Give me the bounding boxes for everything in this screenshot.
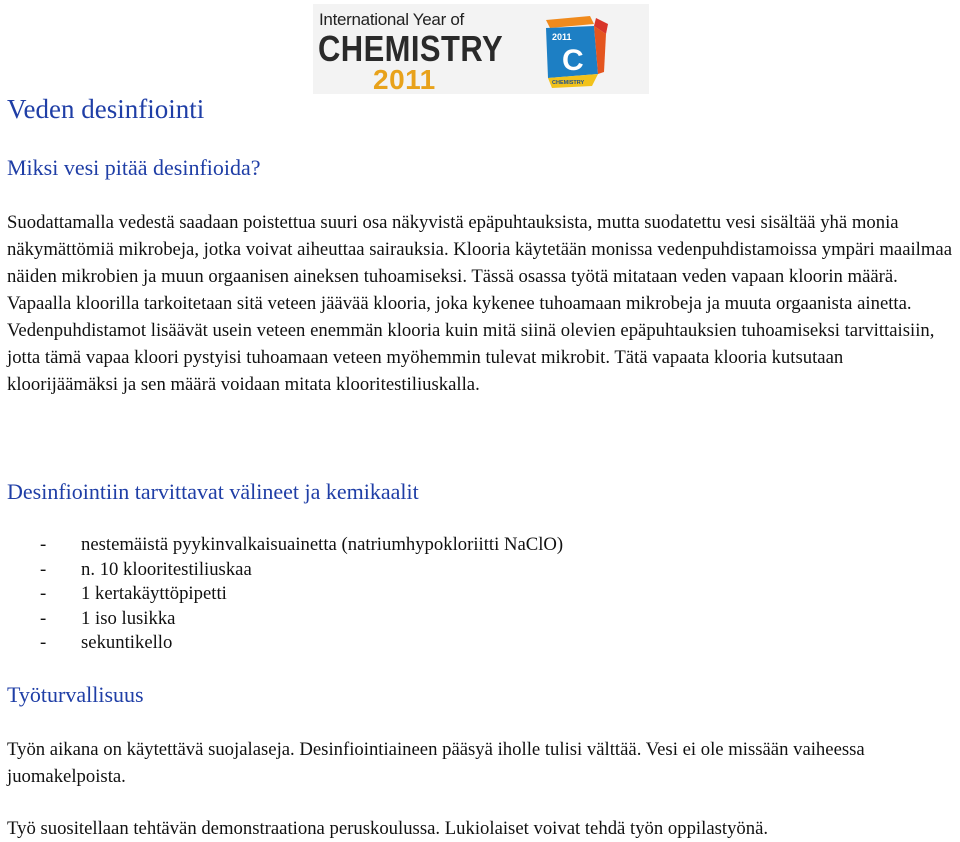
section-heading-equipment: Desinfiointiin tarvittavat välineet ja kemikaalit: [7, 479, 419, 504]
list-item: - n. 10 klooritestiliuskaa: [40, 558, 252, 580]
list-item-text: sekuntikello: [81, 632, 173, 653]
list-item-text: 1 iso lusikka: [81, 607, 176, 629]
logo-line-international: International Year of: [319, 10, 464, 29]
document-title: Veden desinfiointi: [7, 94, 205, 124]
emblem-year: 2011: [552, 32, 572, 42]
logo-line-year: 2011: [373, 64, 436, 95]
list-item-text: n. 10 klooritestiliuskaa: [81, 558, 252, 580]
list-item-text: nestemäistä pyykinvalkaisuainetta (natriumhypokloriitti NaClO): [81, 534, 564, 555]
section-heading-why-disinfect: Miksi vesi pitää desinfioida?: [7, 155, 261, 180]
safety-paragraph: Työn aikana on käytettävä suojalaseja. Desinfiointiaineen pääsyä iholle tulisi välttää. Vesi ei ole missään vaiheessa juomakelpoista.: [7, 739, 865, 787]
logo-line-chemistry: CHEMISTRY: [318, 28, 504, 69]
list-item: - nestemäistä pyykinvalkaisuainetta (natriumhypokloriitti NaClO): [40, 534, 564, 555]
recommendation-paragraph: Työ suositellaan tehtävän demonstraationa peruskoulussa. Lukiolaiset voivat tehdä työn oppilastyönä.: [7, 818, 769, 839]
iyc-logo: [313, 4, 649, 94]
emblem-letter: C: [562, 44, 584, 77]
list-item: - 1 iso lusikka: [40, 607, 176, 629]
chemistry-emblem-icon: [542, 14, 612, 90]
section-heading-safety: Työturvallisuus: [7, 682, 144, 707]
emblem-word: CHEMISTRY: [552, 80, 585, 86]
list-item-text: 1 kertakäyttöpipetti: [81, 583, 227, 604]
list-item: - 1 kertakäyttöpipetti: [40, 583, 227, 604]
list-item: - sekuntikello: [40, 632, 173, 653]
section-paragraph-why-disinfect: Suodattamalla vedestä saadaan poistettua suuri osa näkyvistä epäpuhtauksista, mutta suodatettu vesi sisältää yhä monia näkymättömiä mikrobeja, jotka voivat aiheuttaa sairauksia. Klooria käytetään monissa vedenpuhdistamoissa ympäri maailmaa näiden mikrobien ja muun orgaanisen aineksen tuhoamiseksi. Tässä osassa työtä mitataan veden vapaan kloorin määrä. Vapaalla kloorilla tarkoitetaan sitä veteen jäävää klooria, joka kykenee tuhoamaan mikrobeja ja muuta orgaanista ainetta. Vedenpuhdistamot lisäävät usein veteen enemmän klooria kuin mitä siinä olevien epäpuhtauksien tuhoamiseksi tarvittaisiin, jotta tämä vapaa kloori pystyisi tuhoamaan veteen myöhemmin tulevat mikrobit. Tätä vapaata klooria kutsutaan kloorijäämäksi ja sen määrä voidaan mitata klooritestiliuskalla.: [7, 212, 952, 395]
equipment-list: [7, 533, 563, 656]
